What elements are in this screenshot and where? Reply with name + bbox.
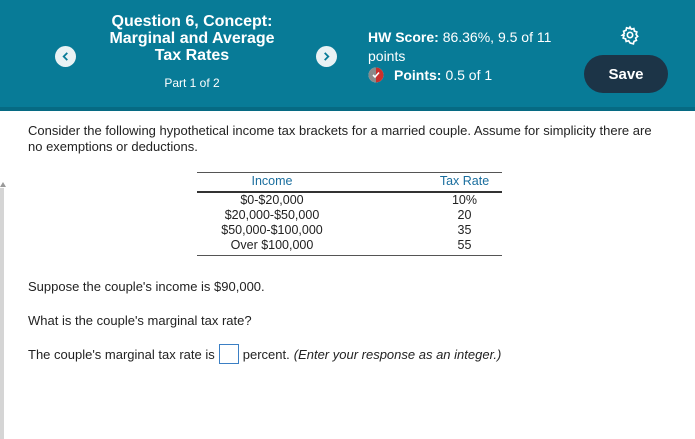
column-header-income: Income	[197, 173, 347, 193]
points-label: Points:	[394, 67, 442, 83]
next-question-button[interactable]	[316, 46, 337, 67]
tax-bracket-table	[197, 172, 502, 256]
answer-hint: (Enter your response as an integer.)	[293, 346, 502, 362]
hw-score-value: 86.36%, 9.5 of 11 points	[368, 29, 552, 64]
answer-suffix: percent.	[242, 346, 290, 362]
answer-prefix: The couple's marginal tax rate is	[28, 346, 215, 362]
income-statement: Suppose the couple's income is $90,000.	[28, 279, 265, 294]
income-cell: $0-$20,000	[240, 193, 304, 207]
rate-cell: 35	[457, 223, 472, 237]
rate-cell: 55	[427, 238, 502, 256]
income-cell: $50,000-$100,000	[221, 223, 323, 237]
chevron-left-icon	[61, 52, 70, 61]
question-prompt: What is the couple's marginal tax rate?	[28, 313, 252, 328]
question-title: Question 6, Concept: Marginal and Average Tax Rates	[109, 13, 275, 64]
question-points	[368, 67, 492, 83]
scroll-up-arrow[interactable]	[0, 182, 6, 187]
spacer-cell	[347, 208, 427, 223]
table-row	[197, 223, 502, 238]
previous-question-button[interactable]	[55, 46, 76, 67]
spacer-cell	[347, 192, 427, 208]
save-button[interactable]: Save	[584, 55, 668, 93]
spacer-cell	[347, 223, 427, 238]
table-row	[197, 208, 502, 223]
points-value: 0.5 of 1	[445, 67, 493, 83]
answer-input[interactable]	[219, 344, 239, 364]
question-part: Part 1 of 2	[164, 76, 220, 90]
chevron-right-icon	[322, 52, 331, 61]
table-row	[197, 192, 502, 208]
gear-icon[interactable]	[620, 25, 640, 45]
question-content	[28, 123, 668, 155]
income-cell: Over $100,000	[197, 238, 347, 256]
table-row	[197, 238, 502, 256]
partial-credit-icon	[368, 67, 384, 83]
scrollbar-track[interactable]	[0, 188, 4, 439]
question-header	[0, 0, 695, 111]
table-header-row	[197, 173, 502, 193]
column-header-tax-rate: Tax Rate	[427, 173, 502, 193]
rate-cell: 20	[457, 208, 472, 222]
hw-score	[368, 28, 568, 66]
question-intro: Consider the following hypothetical income tax brackets for a married couple. Assume for simplicity there are no exemptions or deductions.	[28, 123, 652, 154]
answer-line	[28, 344, 501, 364]
column-spacer	[347, 173, 427, 193]
spacer-cell	[347, 238, 427, 256]
rate-cell: 10%	[451, 193, 478, 207]
income-cell: $20,000-$50,000	[224, 208, 320, 222]
hw-score-label: HW Score:	[368, 29, 439, 45]
